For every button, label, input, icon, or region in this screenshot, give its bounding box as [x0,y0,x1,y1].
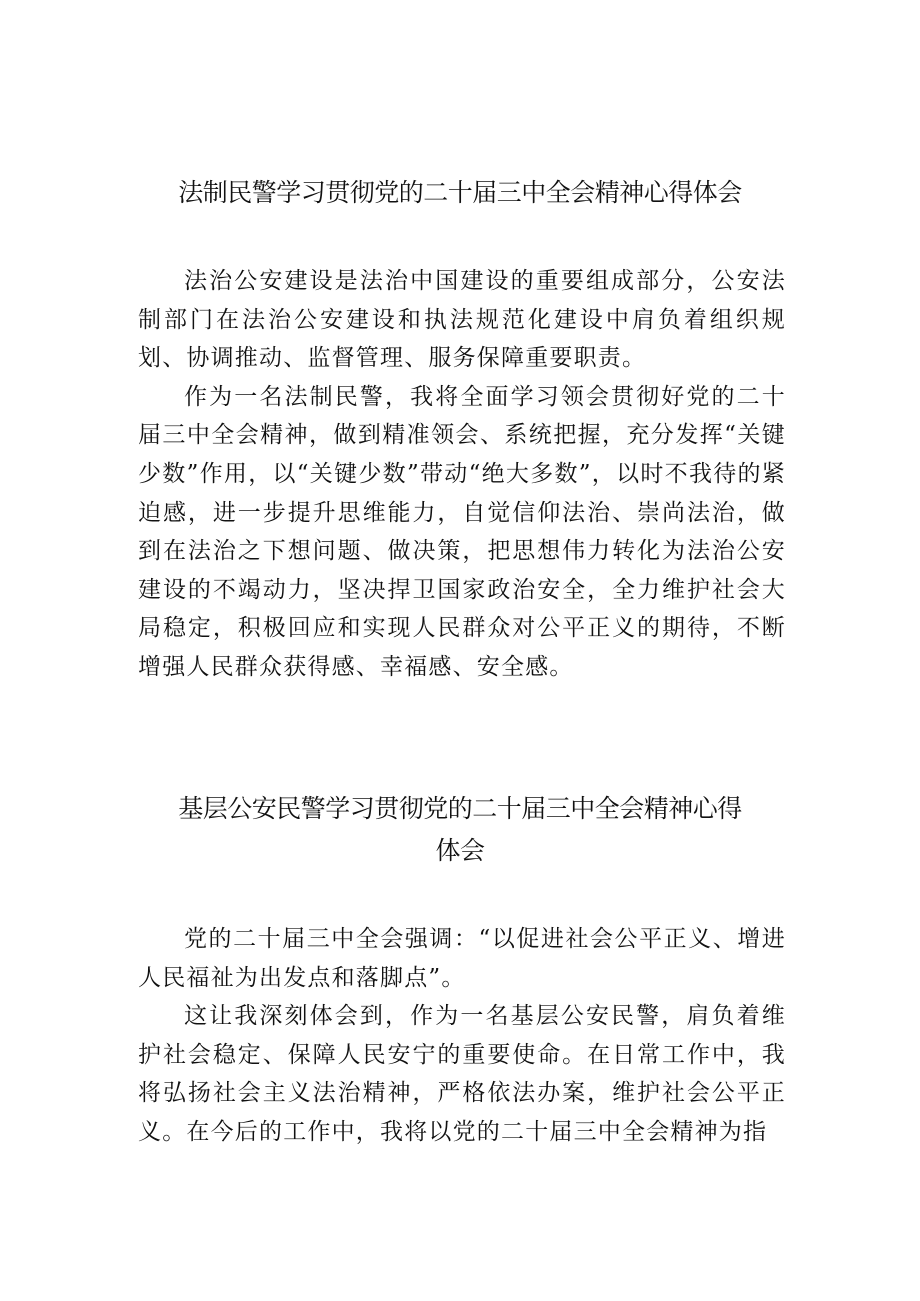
section-1-title: 法制民警学习贯彻党的二十届三中全会精神心得体会 [178,178,742,207]
section-1-paragraph-2: 作为一名法制民警，我将全面学习领会贯彻好党的二十届三中全会精神，做到精准领会、系统把握，充分发挥“关键少数”作用，以“关键少数”带动“绝大多数”，以时不我待的紧迫感，进一步提升思维能力，自觉信仰法治、崇尚法治，做到在法治之下想问题、做决策，把思想伟力转化为法治公安建设的不竭动力，坚决捍卫国家政治安全，全力维护社会大局稳定，积极回应和实现人民群众对公平正义的期待，不断增强人民群众获得感、幸福感、安全感。 [138,383,786,680]
section-2-title-line-2: 体会 [435,836,485,865]
section-2-paragraph-2: 这让我深刻体会到，作为一名基层公安民警，肩负着维护社会稳定、保障人民安宁的重要使命。在日常工作中，我将弘扬社会主义法治精神，严格依法办案，维护社会公平正义。在今后的工作中，我将以党的二十届三中全会精神为指 [138,1003,786,1145]
section-2-title [120,788,800,872]
section-2-title-line-1: 基层公安民警学习贯彻党的二十届三中全会精神心得 [178,794,742,823]
section-2-body [138,920,786,1152]
section-2-paragraph-1: 党的二十届三中全会强调：“以促进社会公平正义、增进人民福祉为出发点和落脚点”。 [138,926,786,991]
section-1-body [138,262,786,687]
section-1-paragraph-1: 法治公安建设是法治中国建设的重要组成部分，公安法制部门在法治公安建设和执法规范化建设中肩负着组织规划、协调推动、监督管理、服务保障重要职责。 [138,268,786,372]
